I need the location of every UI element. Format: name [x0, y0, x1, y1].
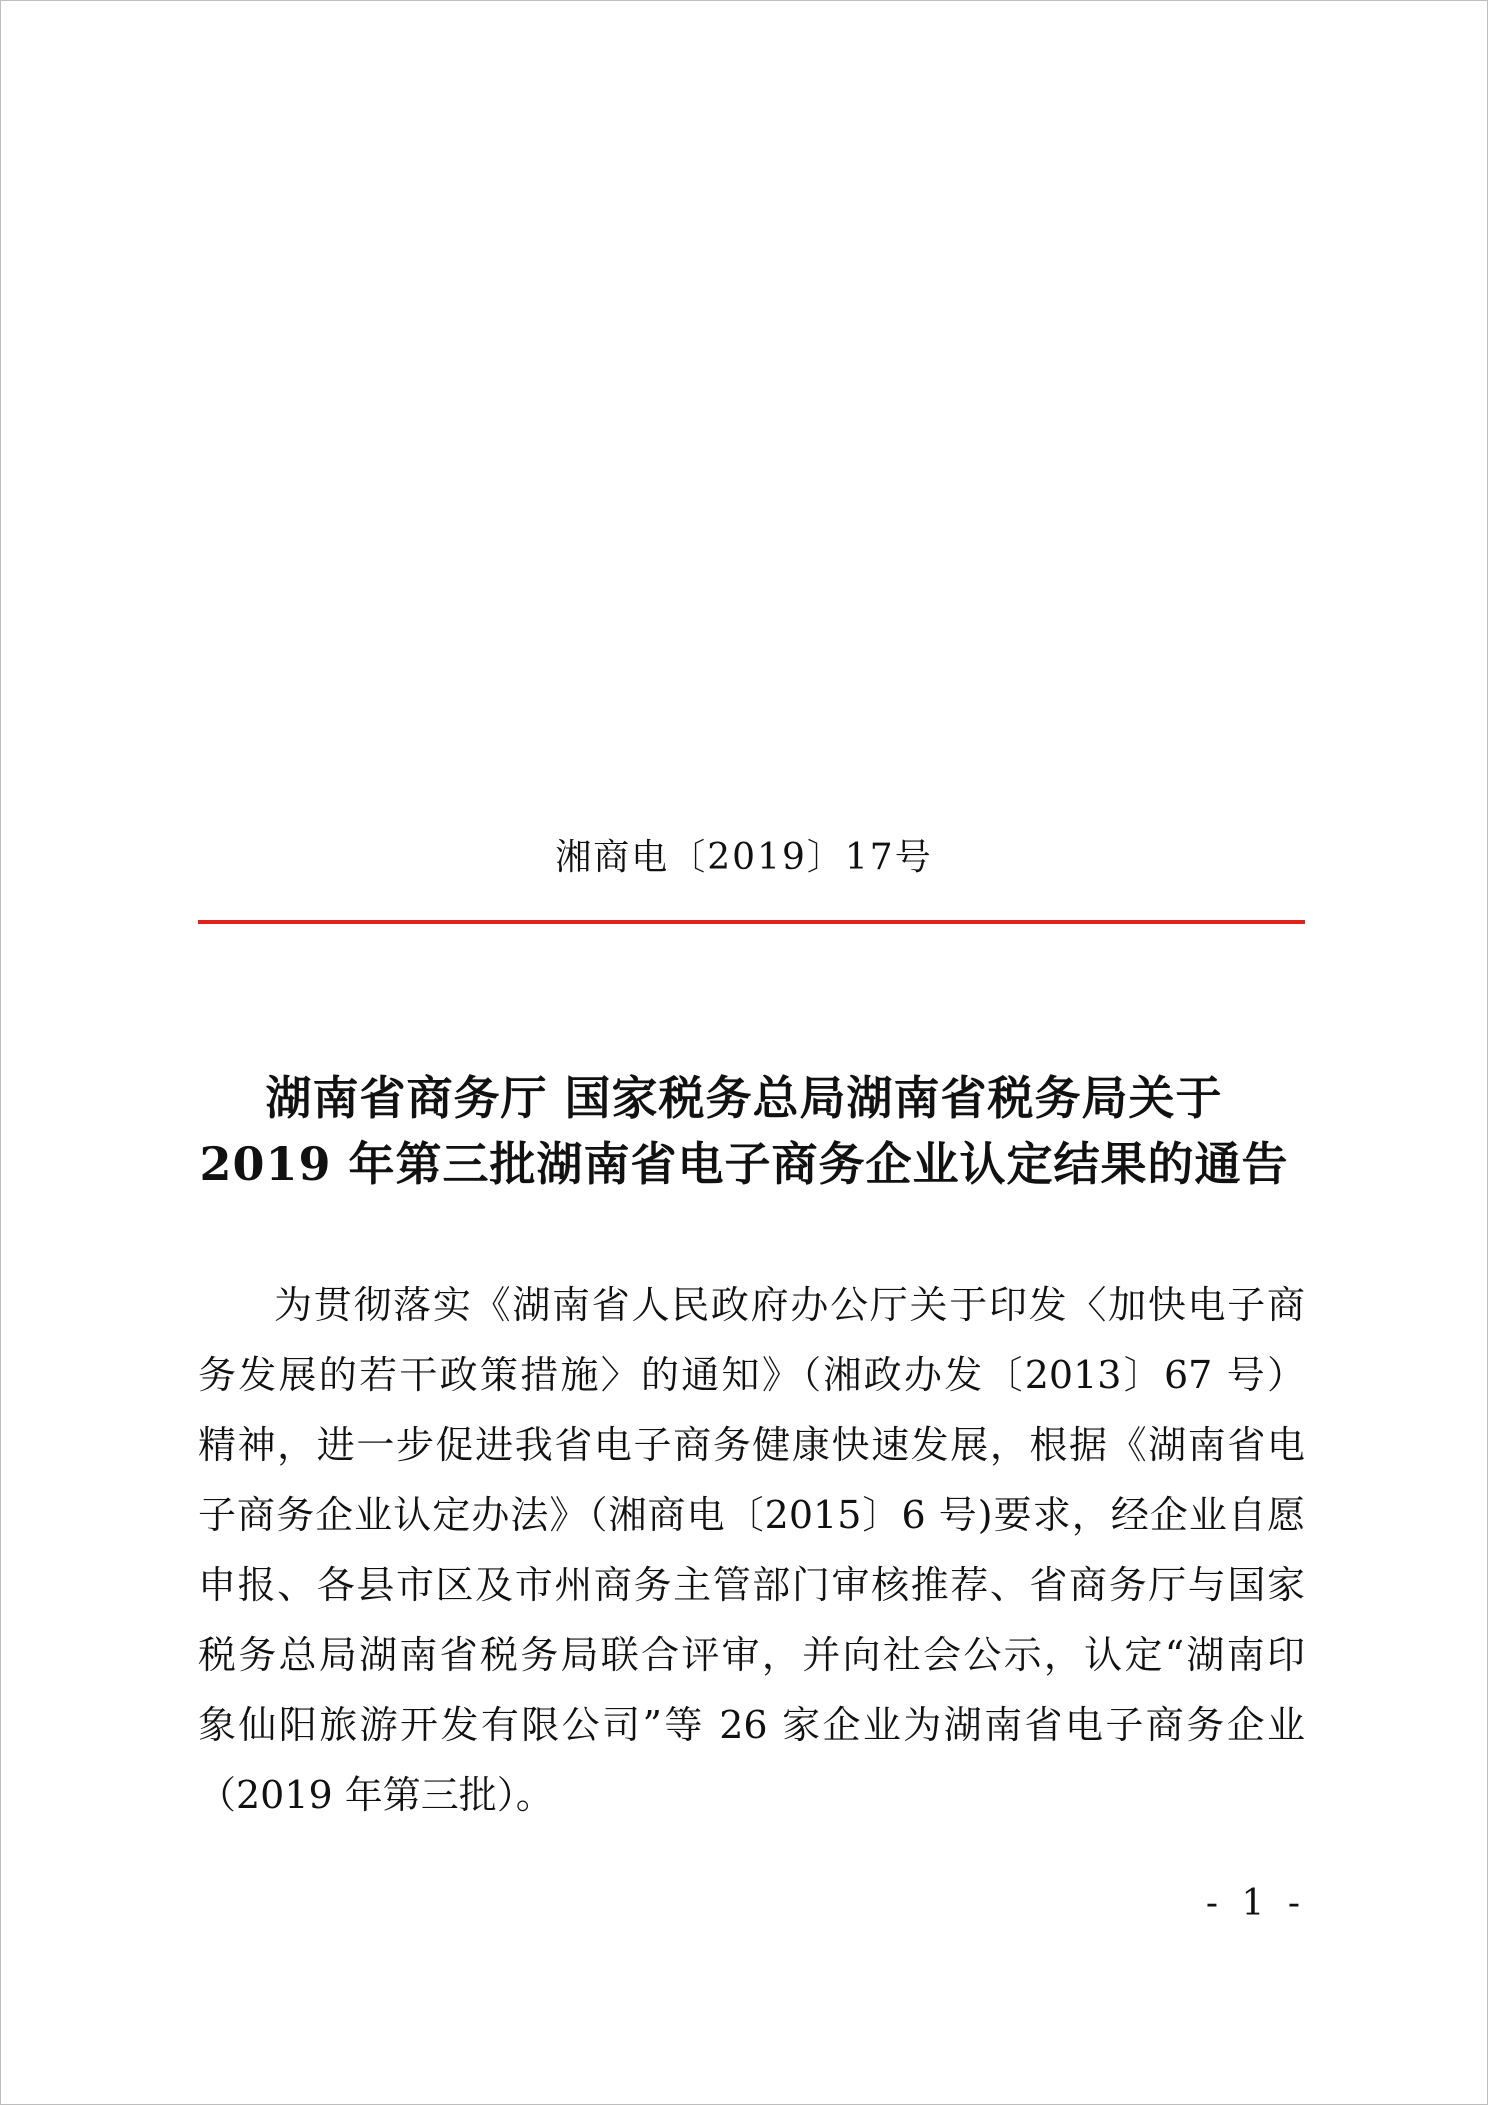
- red-header-rule: [198, 920, 1305, 924]
- document-title-line-1: 湖南省商务厅 国家税务总局湖南省税务局关于: [265, 1071, 1223, 1125]
- body-line-3: 精神，进一步促进我省电子商务健康快速发展，根据《湖南省电: [198, 1423, 1305, 1467]
- body-line-6: 税务总局湖南省税务局联合评审，并向社会公示，认定“湖南印: [198, 1633, 1305, 1677]
- body-line-5: 申报、各县市区及市州商务主管部门审核推荐、省商务厅与国家: [198, 1563, 1305, 1607]
- body-line-8: （2019 年第三批）。: [198, 1773, 554, 1817]
- document-number: 湘商电〔2019〕17号: [555, 837, 933, 878]
- document-title-line-2: 2019 年第三批湖南省电子商务企业认定结果的通告: [199, 1137, 1289, 1191]
- body-line-4: 子商务企业认定办法》（湘商电〔2015〕6 号)要求，经企业自愿: [198, 1493, 1305, 1537]
- body-line-1: 为贯彻落实《湖南省人民政府办公厅关于印发〈加快电子商: [274, 1283, 1305, 1327]
- page-number: - 1 -: [1205, 1883, 1306, 1924]
- body-line-2: 务发展的若干政策措施〉的通知》（湘政办发〔2013〕67 号）: [198, 1353, 1305, 1397]
- body-line-7: 象仙阳旅游开发有限公司”等 26 家企业为湖南省电子商务企业: [198, 1703, 1305, 1747]
